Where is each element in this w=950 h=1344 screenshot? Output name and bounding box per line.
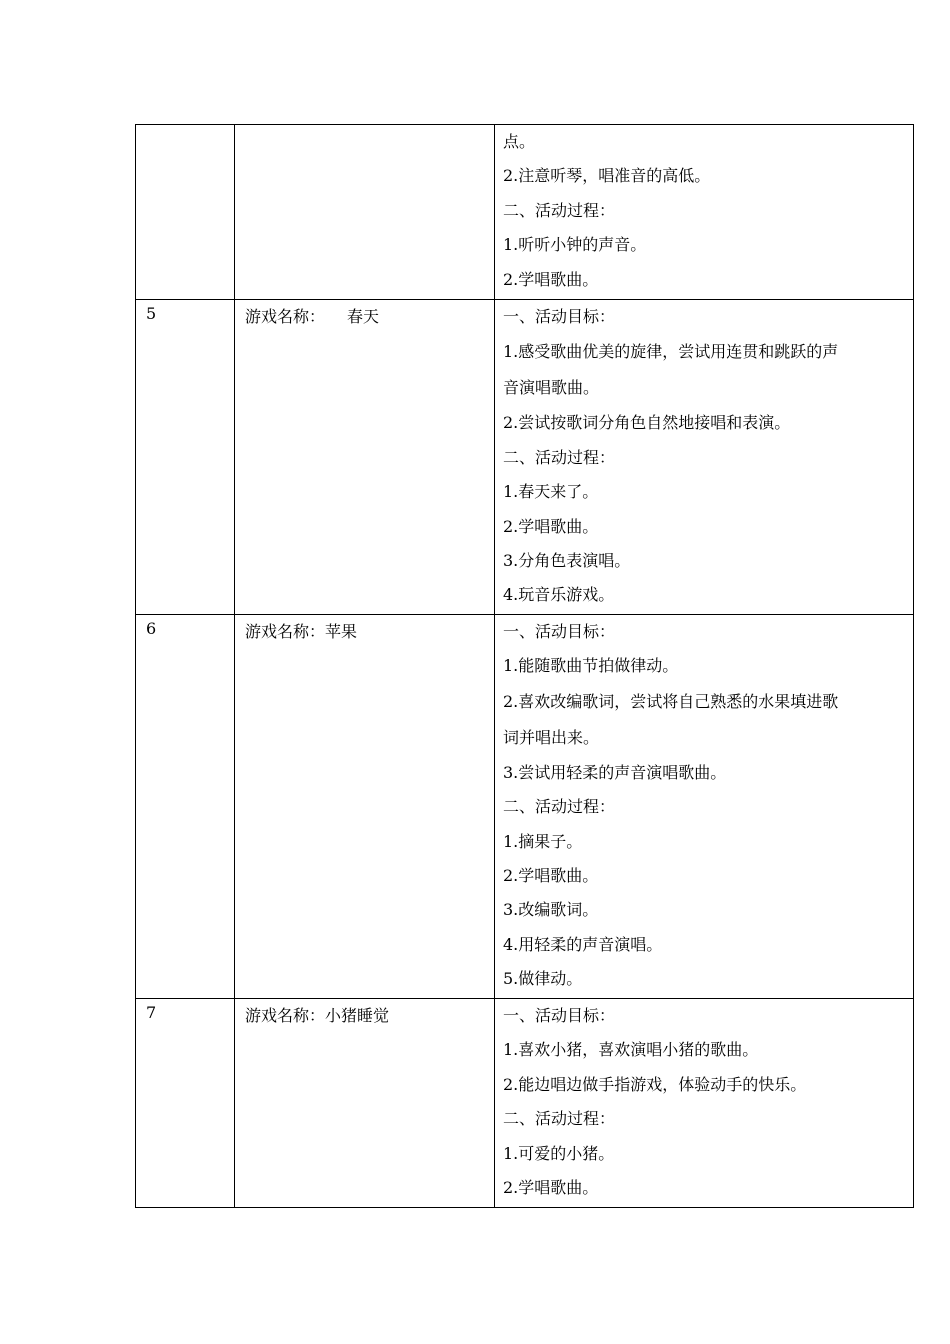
content-line: 二、活动过程： [503,1109,616,1129]
row-number: 5 [146,304,157,323]
content-line: 2.能边唱边做手指游戏，体验动手的快乐。 [503,1074,807,1094]
content-line: 一、活动目标： [503,1006,616,1025]
row-number-cell [136,615,235,999]
table-row [136,125,914,300]
content-line: 2.学唱歌曲。 [503,269,599,289]
content-line: 1.喜欢小猪，喜欢演唱小猪的歌曲。 [503,1040,759,1060]
activity-content-cell [495,300,914,615]
game-name-cell [235,615,495,999]
content-line: 3.分角色表演唱。 [503,551,631,571]
game-name-cell [235,999,495,1208]
game-name: 春天 [347,307,380,326]
table-row [136,615,914,999]
activity-table [135,124,914,1208]
game-label: 游戏名称： [245,1006,326,1025]
content-line: 4.玩音乐游戏。 [503,585,615,605]
content-line: 2.尝试按歌词分角色自然地接唱和表演。 [503,413,791,433]
content-line: 一、活动目标： [503,307,616,326]
content-line: 一、活动目标： [503,622,616,641]
game-name: 小猪睡觉 [325,1006,390,1025]
content-line: 音演唱歌曲。 [503,378,600,398]
content-line: 3.改编歌词。 [503,900,599,920]
content-line: 1.感受歌曲优美的旋律，尝试用连贯和跳跃的声 [503,342,839,362]
content-line: 1.摘果子。 [503,831,583,851]
row-number: 7 [146,1003,157,1022]
row-number-cell [136,300,235,615]
content-line: 5.做律动。 [503,969,583,989]
table-row [136,300,914,615]
row-number-cell [136,999,235,1208]
content-line: 1.听听小钟的声音。 [503,235,647,255]
game-label: 游戏名称： [245,307,326,326]
game-name: 苹果 [325,622,358,641]
activity-content-cell [495,125,914,300]
content-line: 2.学唱歌曲。 [503,1178,599,1198]
content-line: 1.能随歌曲节拍做律动。 [503,656,679,676]
content-line: 4.用轻柔的声音演唱。 [503,934,663,954]
content-line: 1.可爱的小猪。 [503,1143,615,1163]
game-name-cell [235,300,495,615]
content-line: 2.注意听琴，唱准音的高低。 [503,166,711,186]
content-line: 二、活动过程： [503,797,616,817]
content-line: 二、活动过程： [503,200,616,220]
row-number-cell [136,125,235,300]
content-line: 3.尝试用轻柔的声音演唱歌曲。 [503,762,727,782]
content-line: 词并唱出来。 [503,727,600,747]
content-line: 2.学唱歌曲。 [503,866,599,886]
table-row [136,999,914,1208]
game-name-cell [235,125,495,300]
content-line: 2.学唱歌曲。 [503,516,599,536]
content-line: 1.春天来了。 [503,482,599,502]
content-line: 二、活动过程： [503,447,616,467]
game-label: 游戏名称： [245,622,326,641]
row-number: 6 [146,619,157,638]
content-line: 2.喜欢改编歌词，尝试将自己熟悉的水果填进歌 [503,691,839,711]
activity-content-cell [495,615,914,999]
content-line: 点。 [503,132,536,151]
activity-content-cell [495,999,914,1208]
